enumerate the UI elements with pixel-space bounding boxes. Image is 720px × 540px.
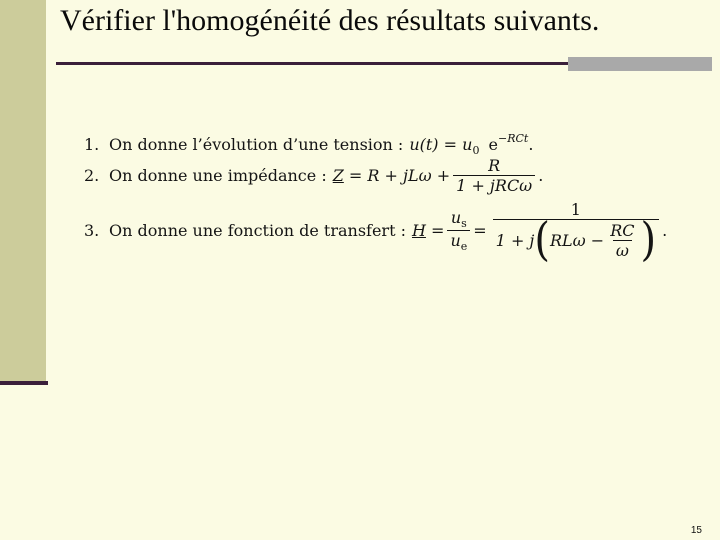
page-number: 15 [690, 525, 702, 536]
list-item [84, 200, 668, 267]
title-rule-accent [568, 57, 712, 71]
list-item [84, 132, 533, 157]
item-text: On donne l’évolution d’une tension : [109, 135, 404, 154]
item-text: On donne une fonction de transfert : [109, 220, 406, 240]
list-item [84, 156, 543, 195]
slide-title: Vérifier l'homogénéité des résultats suivants. [60, 4, 600, 37]
formula-transfer: H = $\frac{u_s}{u_e}$ = 1 1 + j ( RLω − $\frac{RC}{\omega}$ ) . [411, 200, 668, 267]
item-number: 3. [84, 220, 100, 240]
left-decorative-bar [0, 0, 46, 383]
formula-impedance: Z = R + jLω + $\frac{R}{\text{1 + jRCω}}$ . [332, 156, 544, 195]
formula-tension: $u(t) = u_0$ $e^{-RCt}$. [409, 132, 534, 157]
item-text: On donne une impédance : [109, 166, 327, 185]
left-bar-underline [0, 381, 48, 385]
item-number: 2. [84, 166, 100, 185]
item-number: 1. [84, 135, 100, 154]
title-rule [56, 62, 569, 65]
